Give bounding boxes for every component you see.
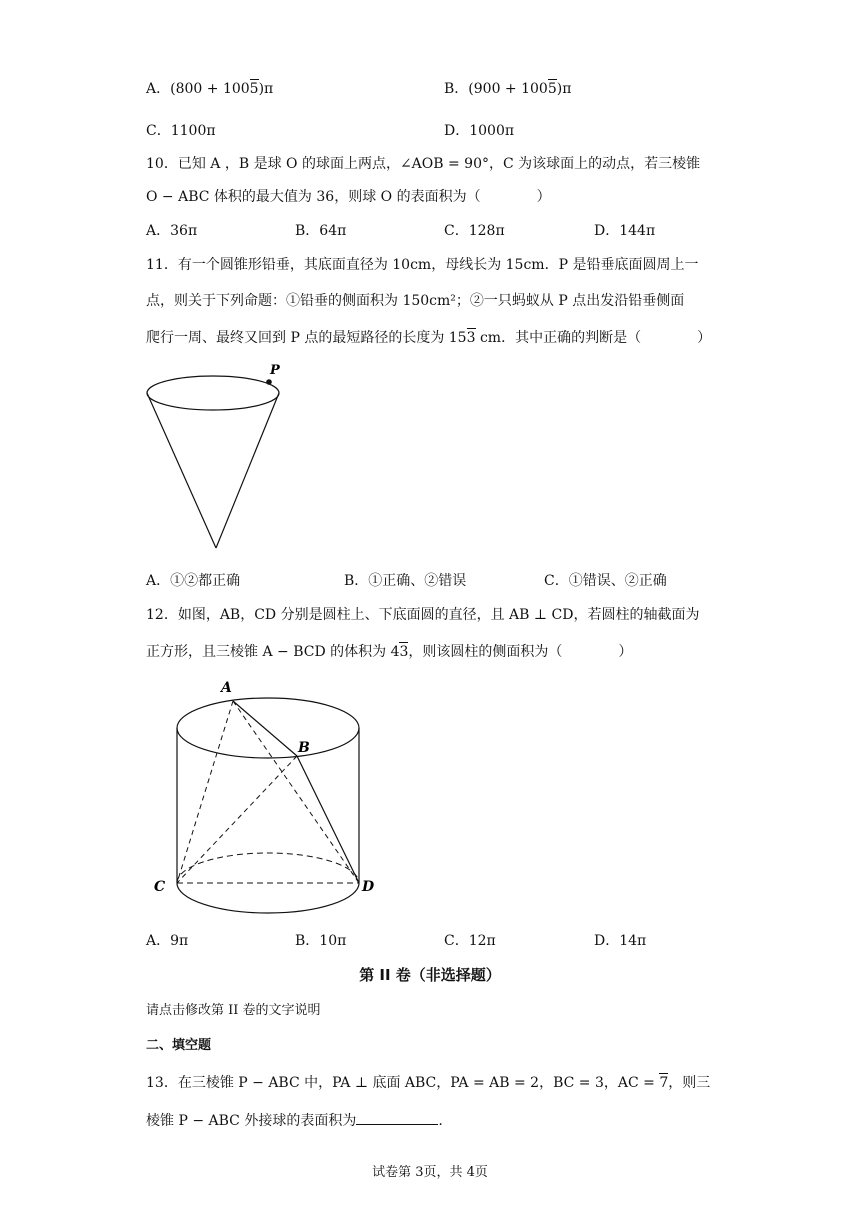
q10-option-d: D．144π: [594, 223, 656, 239]
q11-option-c: C．①错误、②正确: [544, 573, 667, 589]
q13-line-2: 棱锥 P − ABC 外接球的表面积为 .: [146, 1113, 443, 1129]
segment-bc: [177, 756, 297, 883]
point-p: [266, 379, 272, 385]
cylinder-bottom-back-arc: [177, 853, 359, 883]
cone-base-ellipse: [147, 376, 279, 410]
cylinder-top-ellipse: [177, 698, 359, 758]
q12-option-c: C．12π: [444, 933, 496, 949]
q9-option-b: B．(900 + 1005)π: [444, 81, 572, 97]
q12-option-d: D．14π: [594, 933, 647, 949]
q11-option-a: A．①②都正确: [146, 573, 241, 589]
sqrt-radicand: 3: [466, 330, 476, 346]
q11-line-1: 11．有一个圆锥形铅垂，其底面直径为 10cm，母线长为 15cm．P 是铅垂底面圆周上一: [146, 257, 699, 273]
label-c: C: [154, 879, 166, 895]
page-footer: 试卷第 3页，共 4页: [372, 1165, 488, 1180]
cylinder-bottom-front-arc: [177, 883, 359, 913]
q10-line-1: 10．已知 A ，B 是球 O 的球面上两点，∠AOB = 90°，C 为该球面上的动点，若三棱锥: [146, 156, 701, 172]
q9-option-d: D．1000π: [444, 123, 515, 139]
q10-line-2: O − ABC 体积的最大值为 36，则球 O 的表面积为（ ）: [146, 189, 551, 205]
q13-line-1: 13．在三棱锥 P − ABC 中，PA ⊥ 底面 ABC，PA = AB = 2，BC = 3，AC = 7，则三: [146, 1075, 711, 1091]
q10-option-c: C．128π: [444, 223, 505, 239]
cone-right-edge: [216, 393, 279, 548]
label-b: B: [298, 740, 310, 756]
part2-note[interactable]: 请点击修改第 II 卷的文字说明: [146, 1003, 321, 1018]
label-d: D: [362, 879, 375, 895]
q9-option-c: C．1100π: [146, 123, 216, 139]
cone-figure: [140, 360, 290, 555]
q11-option-b: B．①正确、②错误: [344, 573, 467, 589]
answer-blank[interactable]: [356, 1112, 438, 1125]
label-p: P: [270, 363, 280, 378]
cone-left-edge: [147, 393, 216, 548]
label-a: A: [221, 680, 232, 696]
q12-option-a: A．9π: [146, 933, 189, 949]
sqrt-radicand: 5: [547, 81, 557, 97]
sqrt-radicand: 5: [249, 81, 259, 97]
sqrt-radicand: 7: [659, 1075, 669, 1091]
segment-ac: [177, 701, 233, 883]
section-fill-in: 二、填空题: [146, 1038, 212, 1053]
q10-option-b: B．64π: [295, 223, 347, 239]
q11-line-3: 爬行一周、最终又回到 P 点的最短路径的长度为 153 cm．其中正确的判断是（ ）: [146, 330, 712, 346]
part2-title: 第 II 卷（非选择题）: [359, 966, 501, 984]
q12-line-1: 12．如图，AB，CD 分别是圆柱上、下底面圆的直径，且 AB ⊥ CD，若圆柱的轴截面为: [146, 607, 700, 623]
segment-ad: [233, 701, 359, 883]
q9-option-a: A．(800 + 1005)π: [146, 81, 274, 97]
sqrt-radicand: 3: [399, 644, 409, 660]
q11-line-2: 点，则关于下列命题：①铅垂的侧面积为 150cm²；②一只蚂蚁从 P 点出发沿铅垂侧面: [146, 293, 685, 309]
q10-option-a: A．36π: [146, 223, 198, 239]
q12-option-b: B．10π: [295, 933, 347, 949]
segment-bd: [297, 756, 359, 883]
q12-line-2: 正方形，且三棱锥 A − BCD 的体积为 43，则该圆柱的侧面积为（ ）: [146, 644, 633, 660]
cylinder-figure: [150, 672, 390, 920]
